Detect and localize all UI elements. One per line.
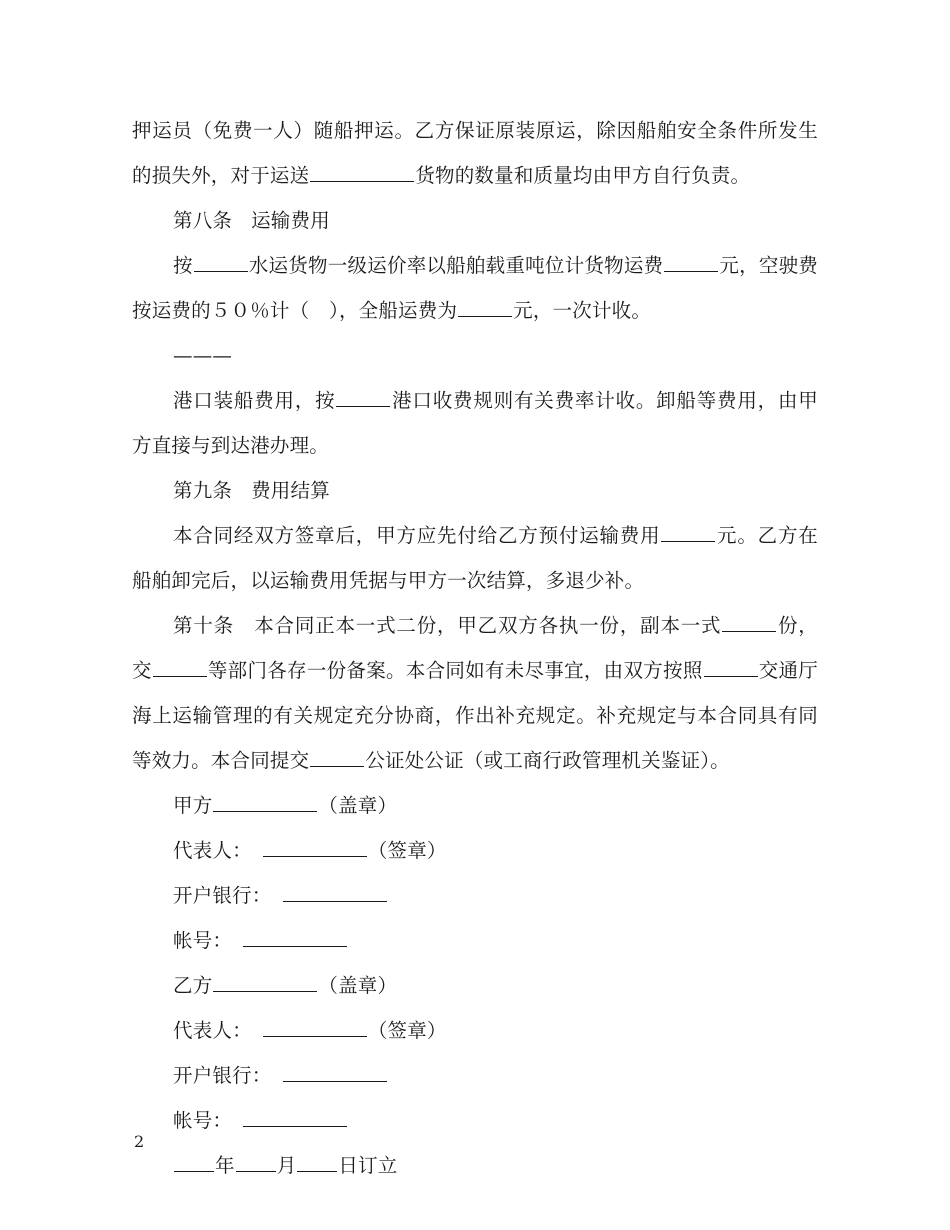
clause-title-8 <box>132 198 818 243</box>
paragraph-port-loading-fee <box>132 378 818 468</box>
document-body <box>132 108 818 1188</box>
dash-separator-line <box>132 333 818 378</box>
party-a-representative-label: 代表人： <box>173 839 252 862</box>
day-label: 日订立 <box>338 1154 398 1177</box>
blank-notary-office[interactable] <box>310 748 364 767</box>
paragraph-clause8-body <box>132 243 818 333</box>
party-a-bank-line <box>132 873 818 918</box>
party-b-account-line <box>132 1098 818 1143</box>
blank-party-a-bank[interactable] <box>283 883 387 902</box>
blank-party-a-account[interactable] <box>243 928 347 947</box>
party-a-account-line <box>132 918 818 963</box>
month-label: 月 <box>276 1154 297 1177</box>
blank-party-b-account[interactable] <box>243 1108 347 1127</box>
blank-goods-description[interactable] <box>310 163 414 182</box>
blank-filing-departments[interactable] <box>153 658 207 677</box>
clause-heading-9: 费用结算 <box>251 479 330 502</box>
text-run: 本合同经双方签章后，甲方应先付给乙方预付运输费用 <box>173 524 661 547</box>
paragraph-clause9-body <box>132 513 818 603</box>
party-b-account-label: 帐号： <box>173 1109 233 1132</box>
blank-copy-count[interactable] <box>722 613 776 632</box>
clause-number-9: 第九条 <box>173 479 233 502</box>
text-run: 公证处公证（或工商行政管理机关鉴证）。 <box>365 749 730 772</box>
party-a-bank-label: 开户银行： <box>173 884 272 907</box>
blank-party-a-name[interactable] <box>213 793 317 812</box>
text-run: 元，空驶费按运费的５０％计（ ），全船运费为 <box>132 254 819 322</box>
blank-signing-year[interactable] <box>174 1153 214 1172</box>
blank-port-fee-rules[interactable] <box>336 388 390 407</box>
party-a-seal-note: （盖章） <box>318 794 398 817</box>
clause-heading-8: 运输费用 <box>251 209 330 232</box>
dash-marks: ——— <box>173 344 233 367</box>
blank-party-a-representative[interactable] <box>263 838 367 857</box>
party-a-account-label: 帐号： <box>173 929 233 952</box>
text-run: 水运货物一级运价率以船舶载重吨位计货物运费 <box>248 254 664 277</box>
text-run: 港口装船费用，按 <box>173 389 336 412</box>
clause-title-9 <box>132 468 818 513</box>
blank-total-freight-amount[interactable] <box>458 298 512 317</box>
paragraph-clause7-continuation <box>132 108 818 198</box>
text-run: 第十条 本合同正本一式二份，甲乙双方各执一份，副本一式 <box>173 614 722 637</box>
party-b-representative-label: 代表人： <box>173 1019 252 1042</box>
clause-number-8: 第八条 <box>173 209 233 232</box>
party-b-representative-line <box>132 1008 818 1053</box>
party-b-sign-note: （签章） <box>367 1019 447 1042</box>
text-run: 份，交 <box>132 614 818 682</box>
blank-signing-month[interactable] <box>236 1153 276 1172</box>
party-b-name-line <box>132 963 818 1008</box>
blank-party-b-bank[interactable] <box>283 1063 387 1082</box>
text-run: 货物的数量和质量均由甲方自行负责。 <box>415 164 751 187</box>
blank-party-b-name[interactable] <box>213 973 317 992</box>
text-run: 元，一次计收。 <box>513 299 652 322</box>
text-run: 交通厅海上运输管理的有关规定充分协商，作出补充规定。补充规定与本合同具有同等效力。本合同提交 <box>132 659 818 772</box>
paragraph-clause10 <box>132 603 818 783</box>
text-run: 按 <box>173 254 193 277</box>
blank-freight-rate-authority[interactable] <box>194 253 248 272</box>
party-a-name-label: 甲方 <box>173 794 213 817</box>
blank-signing-day[interactable] <box>297 1153 337 1172</box>
party-b-seal-note: （盖章） <box>318 974 398 997</box>
party-a-sign-note: （签章） <box>367 839 447 862</box>
signing-date-line <box>132 1143 818 1188</box>
text-run: 港口收费规则有关费率计收。卸船等费用，由甲方直接与到达港办理。 <box>132 389 818 457</box>
party-a-representative-line <box>132 828 818 873</box>
blank-transport-authority[interactable] <box>704 658 758 677</box>
party-b-bank-label: 开户银行： <box>173 1064 272 1087</box>
text-run: 押运员（免费一人）随船押运。乙方保证原装原运，除因船舶安全条件所发生的损失外，对于运送 <box>132 119 818 187</box>
party-b-name-label: 乙方 <box>173 974 213 997</box>
page-number: 2 <box>134 1132 145 1151</box>
party-a-name-line <box>132 783 818 828</box>
year-label: 年 <box>215 1154 235 1177</box>
blank-cargo-freight-amount[interactable] <box>664 253 718 272</box>
blank-advance-payment-amount[interactable] <box>661 523 715 542</box>
party-b-bank-line <box>132 1053 818 1098</box>
text-run: 等部门各存一份备案。本合同如有未尽事宜，由双方按照 <box>207 659 703 682</box>
blank-party-b-representative[interactable] <box>263 1018 367 1037</box>
text-run: 元。乙方在船舶卸完后，以运输费用凭据与甲方一次结算，多退少补。 <box>132 524 818 592</box>
